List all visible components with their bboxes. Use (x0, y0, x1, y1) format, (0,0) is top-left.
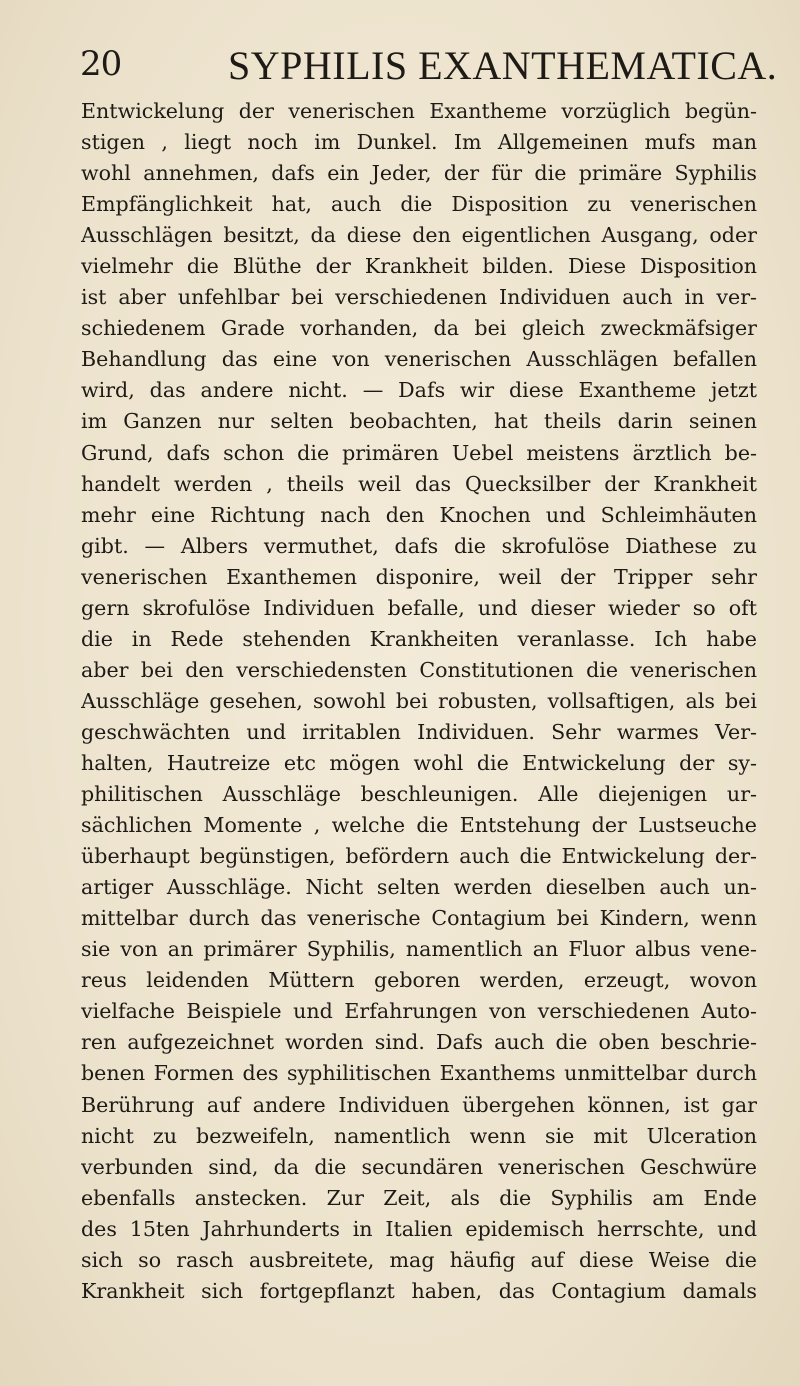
text-line: vielfache Beispiele und Erfahrungen von verschiedenen Auto- (81, 999, 757, 1024)
text-line: Ausschlägen besitzt, da diese den eigentlichen Ausgang, oder (81, 223, 757, 248)
text-line: ebenfalls anstecken. Zur Zeit, als die Syphilis am Ende (81, 1185, 757, 1210)
text-line: artiger Ausschläge. Nicht selten werden dieselben auch un- (81, 875, 757, 900)
page-number: 20 (80, 44, 122, 84)
text-line: schiedenem Grade vorhanden, da bei gleich zweckmäfsiger (81, 316, 757, 341)
text-line: sie von an primärer Syphilis, namentlich an Fluor albus vene- (81, 937, 757, 962)
text-line: halten, Hautreize etc mögen wohl die Entwickelung der sy- (81, 750, 757, 775)
text-line: sich so rasch ausbreitete, mag häufig auf diese Weise die (81, 1247, 757, 1272)
text-line: ren aufgezeichnet worden sind. Dafs auch die oben beschrie- (81, 1030, 757, 1055)
text-line: nicht zu bezweifeln, namentlich wenn sie mit Ulceration (81, 1123, 757, 1148)
text-line: Behandlung das eine von venerischen Ausschlägen befallen (81, 347, 757, 372)
text-line: mehr eine Richtung nach den Knochen und Schleimhäuten (81, 502, 757, 527)
text-line: ist aber unfehlbar bei verschiedenen Individuen auch in ver- (81, 285, 757, 310)
text-line: Grund, dafs schon die primären Uebel meistens ärztlich be- (81, 440, 757, 465)
text-line: Entwickelung der venerischen Exantheme vorzüglich begün- (81, 99, 757, 123)
text-line: des 15ten Jahrhunderts in Italien epidemisch herrschte, und (81, 1216, 757, 1241)
text-line: vielmehr die Blüthe der Krankheit bilden. Diese Disposition (81, 254, 757, 279)
text-line: handelt werden , theils weil das Quecksilber der Krankheit (81, 471, 757, 496)
running-title: SYPHILIS EXANTHEMATICA. (228, 43, 778, 88)
text-line: philitischen Ausschläge beschleunigen. Alle diejenigen ur- (81, 782, 757, 807)
text-line: aber bei den verschiedensten Constitutionen die venerischen (81, 657, 757, 682)
body-text (81, 96, 757, 1307)
text-line: reus leidenden Müttern geboren werden, erzeugt, wovon (81, 968, 757, 993)
text-line: stigen , liegt noch im Dunkel. Im Allgemeinen mufs man (81, 130, 757, 155)
text-line: gibt. — Albers vermuthet, dafs die skrofulöse Diathese zu (81, 533, 757, 558)
text-line: Krankheit sich fortgepflanzt haben, das Contagium damals (81, 1278, 757, 1303)
text-line: Ausschläge gesehen, sowohl bei robusten, vollsaftigen, als bei (81, 688, 757, 713)
text-line: mittelbar durch das venerische Contagium bei Kindern, wenn (81, 906, 757, 931)
text-line: die in Rede stehenden Krankheiten veranlasse. Ich habe (81, 626, 757, 651)
text-line: überhaupt begünstigen, befördern auch die Entwickelung der- (81, 844, 757, 869)
text-line: verbunden sind, da die secundären venerischen Geschwüre (81, 1154, 757, 1179)
text-line: Berührung auf andere Individuen übergehen können, ist gar (81, 1092, 757, 1117)
text-line: wird, das andere nicht. — Dafs wir diese Exantheme jetzt (81, 378, 757, 403)
text-line: wohl annehmen, dafs ein Jeder, der für die primäre Syphilis (81, 161, 757, 186)
text-line: Empfänglichkeit hat, auch die Disposition zu venerischen (81, 192, 757, 217)
text-line: sächlichen Momente , welche die Entstehung der Lustseuche (81, 813, 757, 838)
text-line: im Ganzen nur selten beobachten, hat theils darin seinen (81, 409, 757, 434)
text-line: benen Formen des syphilitischen Exanthems unmittelbar durch (81, 1061, 757, 1086)
text-line: venerischen Exanthemen disponire, weil der Tripper sehr (81, 564, 757, 589)
text-line: geschwächten und irritablen Individuen. Sehr warmes Ver- (81, 719, 757, 744)
page-header (0, 40, 800, 92)
text-line: gern skrofulöse Individuen befalle, und dieser wieder so oft (81, 595, 757, 620)
